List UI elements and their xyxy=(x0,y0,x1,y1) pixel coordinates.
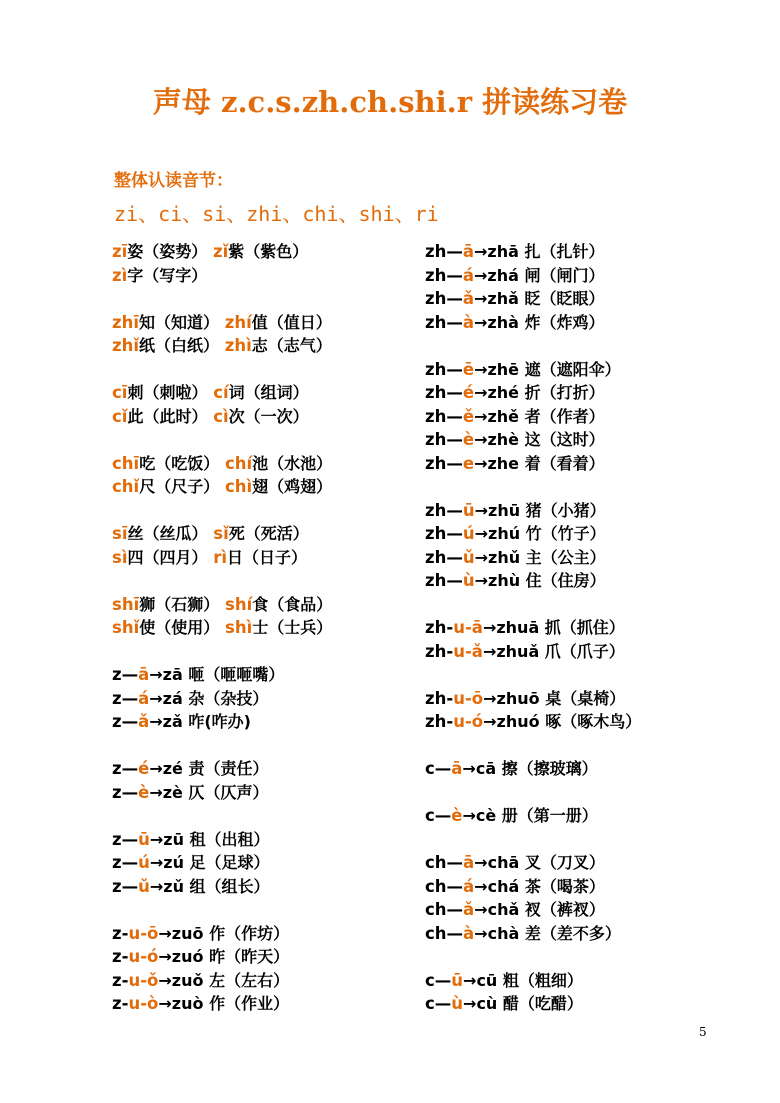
blank-line xyxy=(112,499,412,523)
practice-line xyxy=(425,287,765,311)
final-vowel: -ó xyxy=(140,947,159,966)
word-example: 死（死活） xyxy=(228,524,309,543)
word-example: 尺（尺子） xyxy=(139,477,220,496)
initial-consonant: z— xyxy=(112,876,139,896)
pinyin-syllable: zǐ xyxy=(213,242,229,261)
pinyin-syllable: sì xyxy=(112,547,128,567)
final-vowel: -ǎ xyxy=(464,641,483,661)
practice-line xyxy=(112,875,412,899)
initial-consonant: z— xyxy=(112,665,139,684)
spelling-result: →zǎ 咋(咋办) xyxy=(149,712,251,731)
practice-line xyxy=(425,522,765,546)
initial-consonant: c— xyxy=(425,759,452,778)
practice-line xyxy=(112,334,412,358)
practice-line xyxy=(112,546,412,570)
practice-line xyxy=(112,710,412,734)
practice-line xyxy=(112,311,412,335)
blank-line xyxy=(425,734,765,758)
final-vowel: -ǒ xyxy=(140,970,159,990)
initial-consonant: zh— xyxy=(425,265,463,285)
spelling-result: →cè 册（第一册） xyxy=(462,806,598,825)
practice-line xyxy=(425,428,765,452)
word-example: 此（此时） xyxy=(127,406,208,426)
initial-consonant: ch— xyxy=(425,876,464,896)
practice-line xyxy=(425,640,765,664)
final-vowel: ù xyxy=(462,571,475,590)
practice-line xyxy=(112,945,412,969)
final-vowel: ū xyxy=(462,500,475,520)
practice-line xyxy=(112,616,412,640)
practice-line xyxy=(425,969,765,993)
initial-consonant: c— xyxy=(425,994,452,1013)
word-example: 日（日子） xyxy=(227,547,308,567)
medial-vowel: u xyxy=(453,618,465,637)
blank-line xyxy=(425,663,765,687)
page-number: 5 xyxy=(699,1025,707,1039)
word-example: 值（值日） xyxy=(251,312,332,332)
final-vowel: ā xyxy=(462,242,474,261)
pinyin-syllable: zì xyxy=(112,265,128,285)
final-vowel: á xyxy=(138,688,150,708)
medial-vowel: u xyxy=(453,688,465,708)
blank-line xyxy=(425,475,765,499)
medial-vowel: u xyxy=(128,994,141,1013)
pinyin-syllable: shǐ xyxy=(112,618,140,637)
spelling-result: →zhě 者（作者） xyxy=(474,406,605,426)
final-vowel: ù xyxy=(451,994,464,1013)
initial-consonant: zh— xyxy=(425,312,463,332)
practice-line xyxy=(425,992,765,1016)
initial-consonant: ch— xyxy=(425,923,464,943)
final-vowel: ǎ xyxy=(463,900,475,919)
final-vowel: e xyxy=(462,453,475,473)
word-example: 四（四月） xyxy=(127,547,208,567)
initial-consonant: zh- xyxy=(425,688,454,708)
initial-consonant: zh— xyxy=(425,571,463,590)
practice-line xyxy=(112,240,412,264)
initial-consonant: ch— xyxy=(425,853,464,872)
blank-line xyxy=(112,287,412,311)
pinyin-syllable: shī xyxy=(112,594,140,614)
spelling-result: →chà 差（差不多） xyxy=(474,923,621,943)
spelling-result: →zuó 昨（昨天） xyxy=(158,947,290,966)
final-vowel: ě xyxy=(462,406,475,426)
final-vowel: è xyxy=(138,782,150,802)
pinyin-syllable: zhí xyxy=(224,312,252,332)
spelling-result: →zhuō 桌（桌椅） xyxy=(483,688,626,708)
spelling-result: →zhǎ 眨（眨眼） xyxy=(474,289,605,308)
blank-line xyxy=(112,640,412,664)
spelling-result: →zū 租（出租） xyxy=(149,829,270,849)
section-heading: 整体认读音节： xyxy=(114,171,233,191)
spelling-result: →zǔ 组（组长） xyxy=(149,876,270,896)
pinyin-syllable: chǐ xyxy=(112,477,140,496)
practice-line xyxy=(425,922,765,946)
blank-line xyxy=(112,804,412,828)
practice-line xyxy=(112,663,412,687)
practice-line xyxy=(112,593,412,617)
final-vowel: -ō xyxy=(140,923,159,943)
blank-line xyxy=(425,828,765,852)
word-example: 刺（刺啦） xyxy=(127,383,208,402)
final-vowel: -ā xyxy=(464,618,483,637)
spelling-result: →cā 擦（擦玻璃） xyxy=(462,759,598,778)
pinyin-syllable: cí xyxy=(213,383,229,402)
practice-line xyxy=(112,405,412,429)
pinyin-syllable: chì xyxy=(224,477,253,496)
initial-consonant: zh- xyxy=(425,618,454,637)
final-vowel: è xyxy=(462,430,475,449)
spelling-result: →zhǔ 主（公主） xyxy=(474,547,606,567)
initial-consonant: zh— xyxy=(425,242,463,261)
pinyin-syllable: zhī xyxy=(112,312,140,332)
blank-line xyxy=(112,358,412,382)
practice-line xyxy=(112,264,412,288)
practice-line xyxy=(425,898,765,922)
pinyin-syllable: cì xyxy=(213,406,229,426)
practice-line xyxy=(112,922,412,946)
pinyin-syllable: shì xyxy=(225,618,253,637)
medial-vowel: u xyxy=(128,947,141,966)
blank-line xyxy=(425,593,765,617)
final-vowel: ǎ xyxy=(138,712,150,731)
spelling-result: →zhù 住（住房） xyxy=(474,571,606,590)
right-column xyxy=(425,240,765,1016)
word-example: 姿（姿势） xyxy=(127,242,208,261)
practice-line xyxy=(112,452,412,476)
spelling-result: →chā 叉（刀叉） xyxy=(474,853,605,872)
practice-line xyxy=(425,875,765,899)
pinyin-syllable: chí xyxy=(224,453,253,473)
final-vowel: ú xyxy=(138,853,150,872)
word-example: 字（写字） xyxy=(127,265,208,285)
final-vowel: ū xyxy=(451,970,464,990)
pinyin-syllable: rì xyxy=(213,547,228,567)
practice-line xyxy=(425,264,765,288)
initial-consonant: z— xyxy=(112,712,139,731)
final-vowel: ā xyxy=(138,665,150,684)
practice-line xyxy=(425,358,765,382)
spelling-result: →zhà 炸（炸鸡） xyxy=(474,312,605,332)
initial-consonant: zh— xyxy=(425,547,463,567)
blank-line xyxy=(425,781,765,805)
initial-consonant: z- xyxy=(112,970,129,990)
spelling-result: →zhū 猪（小猪） xyxy=(474,500,606,520)
practice-line xyxy=(425,804,765,828)
word-example: 吃（吃饭） xyxy=(139,453,220,473)
practice-line xyxy=(112,475,412,499)
practice-line xyxy=(425,546,765,570)
spelling-result: →zhá 闸（闸门） xyxy=(474,265,605,285)
practice-line xyxy=(112,851,412,875)
practice-line xyxy=(425,499,765,523)
word-example: 词（组词） xyxy=(228,383,309,402)
spelling-result: →zhé 折（打折） xyxy=(474,383,605,402)
practice-line xyxy=(425,452,765,476)
practice-line xyxy=(112,828,412,852)
spelling-result: →zé 责（责任） xyxy=(149,759,269,778)
spelling-result: →zhe 着（看着） xyxy=(474,453,605,473)
practice-line xyxy=(112,687,412,711)
spelling-result: →zā 咂（咂咂嘴） xyxy=(149,665,285,684)
practice-line xyxy=(425,710,765,734)
page-title: 声母 z.c.s.zh.ch.shi.r 拼读练习卷 xyxy=(152,85,628,119)
pinyin-syllable: cī xyxy=(112,383,128,402)
final-vowel: ǎ xyxy=(462,289,474,308)
practice-line xyxy=(425,311,765,335)
final-vowel: -ó xyxy=(464,712,484,731)
blank-line xyxy=(112,569,412,593)
initial-consonant: zh- xyxy=(425,712,454,731)
medial-vowel: u xyxy=(453,712,465,731)
spelling-result: →cù 醋（吃醋） xyxy=(463,994,583,1013)
final-vowel: ē xyxy=(462,359,475,379)
final-vowel: ā xyxy=(463,853,475,872)
spelling-result: →cū 粗（粗细） xyxy=(463,970,583,990)
initial-consonant: ch— xyxy=(425,900,464,919)
final-vowel: -ò xyxy=(140,994,159,1013)
practice-line xyxy=(425,569,765,593)
final-vowel: á xyxy=(462,265,474,285)
practice-line xyxy=(112,781,412,805)
word-example: 紫（紫色） xyxy=(228,242,309,261)
initial-consonant: c— xyxy=(425,806,452,825)
word-example: 翅（鸡翅） xyxy=(252,477,333,496)
blank-line xyxy=(112,898,412,922)
final-vowel: ǔ xyxy=(462,547,475,567)
final-vowel: ā xyxy=(451,759,463,778)
final-vowel: à xyxy=(462,312,474,332)
word-example: 使（使用） xyxy=(139,618,220,637)
word-example: 纸（白纸） xyxy=(139,336,220,355)
practice-line xyxy=(112,992,412,1016)
medial-vowel: u xyxy=(128,923,141,943)
final-vowel: é xyxy=(138,759,150,778)
final-vowel: -ō xyxy=(464,688,484,708)
word-example: 食（食品） xyxy=(252,594,333,614)
spelling-result: →zuǒ 左（左右） xyxy=(158,970,290,990)
final-vowel: ǔ xyxy=(138,876,150,896)
final-vowel: à xyxy=(463,923,475,943)
practice-line xyxy=(425,405,765,429)
pinyin-syllable: shí xyxy=(225,594,253,614)
blank-line xyxy=(425,945,765,969)
pinyin-syllable: zhǐ xyxy=(112,336,140,355)
spelling-result: →zuò 作（作业） xyxy=(158,994,290,1013)
final-vowel: ū xyxy=(138,829,150,849)
medial-vowel: u xyxy=(453,641,465,661)
word-example: 池（水池） xyxy=(252,453,333,473)
pinyin-syllable: sī xyxy=(112,524,128,543)
initial-consonant: zh— xyxy=(425,383,463,402)
initial-consonant: z— xyxy=(112,759,139,778)
practice-line xyxy=(425,687,765,711)
spelling-result: →zhē 遮（遮阳伞） xyxy=(474,359,621,379)
initial-consonant: zh— xyxy=(425,430,463,449)
practice-line xyxy=(425,240,765,264)
practice-line xyxy=(425,381,765,405)
spelling-result: →zhuā 抓（抓住） xyxy=(482,618,625,637)
practice-line xyxy=(425,757,765,781)
word-example: 丝（丝瓜） xyxy=(127,524,208,543)
pinyin-syllable: zhì xyxy=(224,336,252,355)
spelling-result: →zá 杂（杂技） xyxy=(149,688,269,708)
spelling-result: →zhú 竹（竹子） xyxy=(474,524,606,543)
initial-consonant: zh— xyxy=(425,359,463,379)
syllable-list: zi、ci、si、zhi、chi、shi、ri xyxy=(114,202,439,226)
initial-consonant: z- xyxy=(112,994,129,1013)
final-vowel: ú xyxy=(462,524,475,543)
spelling-result: →zè 仄（仄声） xyxy=(149,782,269,802)
pinyin-syllable: chī xyxy=(112,453,140,473)
initial-consonant: c— xyxy=(425,970,452,990)
word-example: 知（知道） xyxy=(139,312,220,332)
word-example: 次（一次） xyxy=(228,406,309,426)
blank-line xyxy=(112,734,412,758)
pinyin-syllable: sǐ xyxy=(213,524,229,543)
initial-consonant: z- xyxy=(112,923,129,943)
final-vowel: é xyxy=(462,383,475,402)
practice-line xyxy=(425,616,765,640)
initial-consonant: z— xyxy=(112,829,139,849)
initial-consonant: z— xyxy=(112,782,139,802)
initial-consonant: zh— xyxy=(425,453,463,473)
left-column xyxy=(112,240,412,1016)
pinyin-syllable: zī xyxy=(112,242,128,261)
medial-vowel: u xyxy=(128,970,141,990)
practice-line xyxy=(112,381,412,405)
initial-consonant: zh— xyxy=(425,289,463,308)
initial-consonant: z- xyxy=(112,947,129,966)
initial-consonant: z— xyxy=(112,853,139,872)
word-example: 志（志气） xyxy=(251,336,332,355)
final-vowel: è xyxy=(451,806,463,825)
initial-consonant: zh— xyxy=(425,406,463,426)
spelling-result: →zhuǎ 爪（爪子） xyxy=(482,641,625,661)
spelling-result: →chǎ 衩（裤衩） xyxy=(474,900,605,919)
initial-consonant: zh- xyxy=(425,641,454,661)
initial-consonant: zh— xyxy=(425,500,463,520)
final-vowel: á xyxy=(463,876,475,896)
spelling-result: →zhè 这（这时） xyxy=(474,430,605,449)
blank-line xyxy=(112,428,412,452)
initial-consonant: z— xyxy=(112,688,139,708)
practice-line xyxy=(425,851,765,875)
spelling-result: →zuō 作（作坊） xyxy=(158,923,290,943)
word-example: 士（士兵） xyxy=(252,618,333,637)
practice-line xyxy=(112,522,412,546)
spelling-result: →zú 足（足球） xyxy=(149,853,270,872)
blank-line xyxy=(425,334,765,358)
word-example: 狮（石狮） xyxy=(139,594,220,614)
practice-line xyxy=(112,757,412,781)
spelling-result: →chá 茶（喝茶） xyxy=(474,876,605,896)
initial-consonant: zh— xyxy=(425,524,463,543)
pinyin-syllable: cǐ xyxy=(112,406,128,426)
practice-line xyxy=(112,969,412,993)
spelling-result: →zhuó 啄（啄木鸟） xyxy=(483,712,642,731)
spelling-result: →zhā 扎（扎针） xyxy=(474,242,605,261)
